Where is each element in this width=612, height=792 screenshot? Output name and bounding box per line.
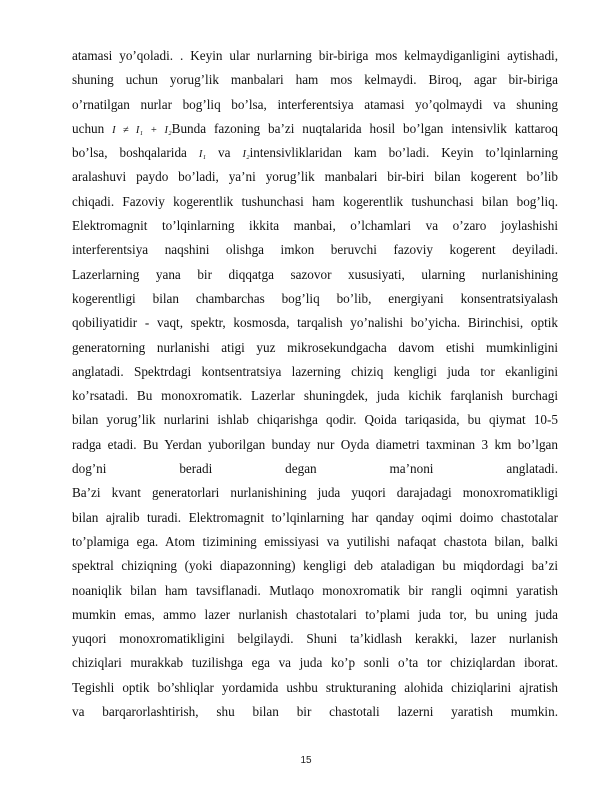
- text-fragment: va: [218, 145, 243, 161]
- text-line: Ba’zi kvant generatorlari nurlanishining juda yuqori darajadagi monoxromatikligi: [72, 485, 558, 501]
- text-line: chiziqlari murakkab tuzilishga ega va juda ko’p sonli o’ta tor chiziqlardan iborat.: [72, 655, 558, 671]
- text-line: qobiliyatidir - vaqt, spektr, kosmosda, tarqalish yo’nalishi bo’yicha. Birinchisi, optik: [72, 315, 558, 331]
- text-line: Tegishli optik bo’shliqlar yordamida ushbu strukturaning alohida chiziqlarini ajratish: [72, 679, 558, 695]
- text-line: aralashuvi paydo bo’ladi, ya’ni yorug’lik manbalari bir-biri bilan kogerent bo’lib: [72, 169, 558, 185]
- text-line: generatorning nurlanishi atigi yuz mikrosekundgacha davom etishi mumkinligini: [72, 339, 558, 355]
- text-line: radga etadi. Bu Yerdan yuborilgan bunday nur Oyda diametri taxminan 3 km bo’lgan: [72, 436, 558, 452]
- text-line: bilan yorug’lik nurlarini ishlab chiqarishga qodir. Qoida tariqasida, bu qiymat 10-5: [72, 412, 558, 428]
- text-line: anglatadi. Spektrdagi kontsentratsiya lazerning chiziq kengligi juda tor ekanligini: [72, 363, 558, 379]
- text-line: ko’rsatadi. Bu monoxromatik. Lazerlar shuningdek, juda kichik farqlanish burchagi: [72, 388, 558, 404]
- text-fragment: Bunda fazoning ba’zi nuqtalarida hosil bo’lgan intensivlik kattaroq: [171, 120, 559, 136]
- text-line: to’plamiga ega. Atom tizimining emissiyasi va yutilishi nafaqat chastota bilan, balki: [72, 533, 558, 549]
- text-line: Elektromagnit to’lqinlarning ikkita manbai, o’lchamlari va o’zaro joylashishi: [72, 218, 558, 234]
- text-fragment: uchun: [72, 120, 113, 136]
- text-line: noaniqlik bilan ham tavsiflanadi. Mutlaqo monoxromatik bir rangli oqimni yaratish: [72, 582, 558, 598]
- text-line-with-symbols: [72, 141, 558, 165]
- intensity-i1-symbol: I₁: [198, 149, 207, 161]
- document-body: [72, 44, 558, 724]
- text-line: dog’ni beradi degan ma’noni anglatadi.: [72, 461, 558, 477]
- text-line: bilan ajralib turadi. Elektromagnit to’lqinlarning har qanday oqimi doimo chastotalar: [72, 509, 558, 525]
- text-line: atamasi yo’qoladi. . Keyin ular nurlarning bir-biriga mos kelmaydiganligini aytishadi,: [72, 48, 558, 63]
- intensity-i2-symbol: I₂: [242, 149, 250, 161]
- text-fragment: intensivliklaridan kam bo’ladi. Keyin to’lqinlarning: [249, 145, 558, 161]
- text-line: mumkin emas, ammo lazer nurlanish chastotalari to’plami juda tor, bu uning juda: [72, 606, 558, 622]
- text-line: va barqarorlashtirish, shu bilan bir chastotali lazerni yaratish mumkin.: [72, 704, 558, 720]
- text-line: Lazerlarning yana bir diqqatga sazovor xususiyati, ularning nurlanishining: [72, 266, 558, 282]
- text-line: shuning uchun yorug’lik manbalari ham mos kelmaydi. Biroq, agar bir-biriga: [72, 72, 558, 88]
- text-line: interferentsiya naqshini olishga imkon beruvchi fazoviy kogerent deyiladi.: [72, 242, 558, 258]
- text-line-with-formula: [72, 117, 558, 141]
- text-line: kogerentligi bilan chambarchas bog’liq bo’lib, energiyani konsentratsiyalash: [72, 290, 558, 306]
- text-line: yuqori monoxromatikligini belgilaydi. Shuni ta’kidlash kerakki, lazer nurlanish: [72, 631, 558, 647]
- text-line: chiqadi. Fazoviy kogerentlik tushunchasi ham kogerentlik tushunchasi bilan bog’liq.: [72, 193, 558, 209]
- text-line: spektral chiziqning (yoki diapazonning) kengligi deb ataladigan bu miqdordagi ba’zi: [72, 558, 558, 574]
- text-fragment: bo’lsa, boshqalarida: [72, 145, 199, 161]
- intensity-inequality-formula: I ≠ I₁ + I₂: [112, 124, 172, 136]
- text-line: o’rnatilgan nurlar bog’liq bo’lsa, interferentsiya atamasi yo’qolmaydi va shuning: [72, 96, 558, 112]
- page-number: 15: [300, 755, 312, 766]
